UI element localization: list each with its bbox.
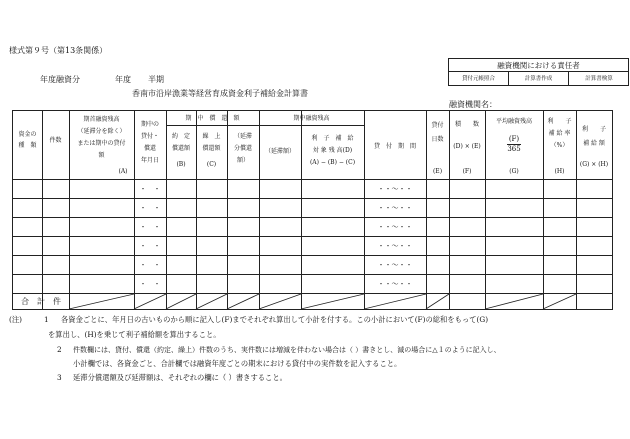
header-avg-ref: (G) [509, 168, 519, 175]
header-loan-period: 貸 付 期 間 [373, 143, 416, 150]
header-repay-group: 期 中 償 還 額 [185, 115, 240, 122]
responsibility-title: 融資機関における責任者 [449, 59, 628, 72]
total-label: 合 計 件 [21, 297, 61, 306]
row-period-mark: ・・〜・・ [377, 280, 413, 288]
page-title: 香南市沿岸漁業等経営育成資金利子補給金計算書 [132, 89, 308, 98]
row-period-mark: ・・〜・・ [377, 261, 413, 269]
form-id: 様式第９号（第13条関係） [9, 46, 108, 55]
header-product: 積 数 [454, 121, 479, 128]
note-1-line-2: を算出し、(H)を乗じて利子補給額を算出すること。 [48, 330, 221, 339]
strike-line [426, 294, 449, 309]
row-date-mark: ・ ・ [139, 185, 161, 193]
strike-line [227, 294, 259, 309]
note-2-number: 2 [57, 345, 62, 354]
row-date-mark: ・ ・ [139, 280, 161, 288]
header-early-repay: 繰 上 償還額 [202, 133, 221, 152]
responsibility-box [448, 58, 629, 86]
header-rate-ref: (H) [554, 168, 565, 175]
header-contract-ref: (B) [176, 161, 186, 168]
header-contract-repay: 約 定 償還額 [171, 133, 190, 152]
header-loan-date: 期中の 貸付・ 償還 年月日 [140, 121, 159, 164]
notes-prefix: (注) [9, 315, 22, 324]
note-2-line-2: 小計欄では、各資金ごと、合計欄では融資年度ごとの期末における貸付中の実件数を記入すること。 [73, 359, 402, 368]
responsibility-col-create: 計算書作成 [509, 72, 569, 86]
header-year-label: 年度融資分 [40, 75, 80, 84]
header-product-formula: (D) × (E) [453, 143, 481, 150]
header-overdue: （延滞額） [264, 148, 295, 155]
strike-line [259, 294, 301, 309]
header-days-ref: (E) [432, 168, 443, 175]
calculation-table [12, 110, 613, 310]
header-interest: 利 子 補 給 額 [581, 126, 606, 147]
note-2-line-1: 件数欄には、貸付、償還（約定、繰上）件数のうち、実件数には増減を伴わない場合は（ ）書きとし、減の場合に△１のように記入し、 [73, 346, 501, 354]
note-1-number: 1 [44, 315, 49, 324]
header-delay-repay: （延滞 分償還 額） [233, 133, 252, 164]
header-fund-kind: 資金の 種 類 [18, 131, 37, 149]
header-nendo-label: 年度 [115, 75, 131, 84]
header-avg-numerator: (F) [508, 135, 520, 143]
row-period-mark: ・・〜・・ [377, 223, 413, 231]
total-row-strikes [13, 111, 612, 309]
header-avg-denominator: 365 [507, 145, 521, 153]
row-period-mark: ・・〜・・ [377, 185, 413, 193]
header-product-ref: (F) [462, 168, 472, 175]
header-half-label: 半期 [148, 75, 164, 84]
header-subsidy-target: 利 子 補 給 対 象 残 高(D) (A) − (B) − (C) [309, 135, 356, 166]
strike-line [543, 294, 576, 309]
header-balance: 期首融資残高 （延滞分を除く） または期中の貸付 額 [77, 116, 126, 159]
header-interest-formula: (G) × (H) [579, 161, 609, 168]
row-date-mark: ・ ・ [139, 242, 161, 250]
institution-label: 融資機関名： [449, 100, 497, 109]
strike-line [196, 294, 227, 309]
strike-line [485, 294, 543, 309]
row-period-mark: ・・〜・・ [377, 204, 413, 212]
strike-line [134, 294, 166, 309]
note-3-line-1: 延滞分償還額及び延滞額は、それぞれの欄に（ ）書きすること。 [73, 373, 287, 382]
header-loan-days: 貸付 日数 [431, 122, 444, 143]
header-rate: 利 子 補 給 率 （%） [547, 118, 572, 149]
header-early-ref: (C) [206, 161, 217, 168]
responsibility-col-ledger: 貸付元帳照合 [449, 72, 509, 86]
row-period-mark: ・・〜・・ [377, 242, 413, 250]
strike-line [166, 294, 196, 309]
header-balance-ref: (A) [118, 168, 128, 175]
header-count: 件数 [49, 137, 62, 144]
row-date-mark: ・ ・ [139, 223, 161, 231]
header-end-balance-group: 期中融資残高 [293, 115, 330, 122]
row-date-mark: ・ ・ [139, 204, 161, 212]
strike-line [301, 294, 364, 309]
note-1-line-1: 各資金ごとに、年月日の古いものから順に記入し(F)までそれぞれ算出して小計を付する。この小計において(F)の総和をもって(G) [61, 315, 489, 324]
responsibility-col-verify: 計算書検算 [585, 76, 613, 82]
row-date-mark: ・ ・ [139, 261, 161, 269]
note-3-number: 3 [57, 373, 62, 382]
strike-line [69, 294, 134, 309]
strike-line [364, 294, 426, 309]
header-avg-balance: 平均融資残高 [495, 118, 532, 125]
